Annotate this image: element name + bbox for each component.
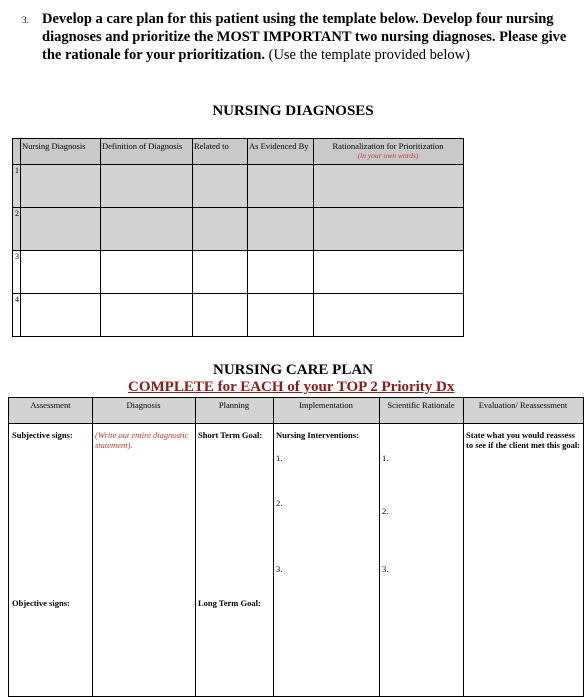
- objective-signs-label: Objective signs:: [12, 598, 70, 608]
- table-cell[interactable]: [248, 294, 314, 337]
- question-number: 3.: [22, 15, 29, 25]
- table-cell[interactable]: [193, 294, 248, 337]
- table-cell[interactable]: [101, 251, 193, 294]
- care-plan-table: [8, 397, 584, 697]
- row-number: 2: [13, 208, 21, 251]
- table-cell[interactable]: [21, 165, 101, 208]
- table-cell[interactable]: [193, 208, 248, 251]
- table-cell[interactable]: [193, 251, 248, 294]
- table-cell[interactable]: [314, 165, 464, 208]
- column-divider: [273, 398, 274, 696]
- rationalization-label: Rationalization for Prioritization: [332, 141, 444, 151]
- diag-header-definition: Definition of Diagnosis: [101, 139, 193, 165]
- table-cell[interactable]: [21, 251, 101, 294]
- row-number: 4: [13, 294, 21, 337]
- row-number: 3: [13, 251, 21, 294]
- diag-header-rationalization: [314, 139, 464, 165]
- table-cell[interactable]: [248, 165, 314, 208]
- diag-header-evidenced-by: As Evidenced By: [248, 139, 314, 165]
- short-term-goal-label: Short Term Goal:: [198, 430, 263, 440]
- column-divider: [195, 398, 196, 696]
- intervention-item-3: 3.: [276, 564, 283, 574]
- column-divider: [92, 398, 93, 696]
- header-implementation: Implementation: [273, 398, 379, 424]
- table-cell[interactable]: [248, 251, 314, 294]
- table-row: [13, 208, 464, 251]
- diag-header-nursing-diagnosis: Nursing Diagnosis: [21, 139, 101, 165]
- header-scientific-rationale: Scientific Rationale: [379, 398, 463, 424]
- table-row: [13, 251, 464, 294]
- table-cell[interactable]: [314, 294, 464, 337]
- header-evaluation: Evaluation/ Reassessment: [463, 398, 583, 424]
- intervention-item-2: 2.: [276, 498, 283, 508]
- care-plan-title: NURSING CARE PLAN: [212, 362, 373, 378]
- care-plan-subtitle: COMPLETE for EACH of your TOP 2 Priority Dx: [128, 379, 455, 395]
- subjective-signs-label: Subjective signs:: [12, 430, 73, 440]
- rationale-item-1: 1.: [382, 453, 389, 463]
- diag-header-index: [13, 139, 21, 165]
- question-bold-text: Develop a care plan for this patient using the template below. Develop four nursing diagnoses and prioritize the MOST IMPORTANT two nursing diagnoses. Please give the rationale for your prioritization.: [42, 11, 567, 63]
- table-cell[interactable]: [101, 165, 193, 208]
- nursing-interventions-label: Nursing Interventions:: [276, 430, 359, 440]
- table-cell[interactable]: [248, 208, 314, 251]
- table-row: [13, 165, 464, 208]
- rationale-item-2: 2.: [382, 506, 389, 516]
- table-cell[interactable]: [101, 208, 193, 251]
- column-divider: [463, 398, 464, 696]
- diag-header-related-to: Related to: [193, 139, 248, 165]
- table-cell[interactable]: [314, 251, 464, 294]
- question-prompt: [22, 10, 567, 64]
- table-cell[interactable]: [193, 165, 248, 208]
- rationalization-note: (in your own words): [357, 151, 419, 160]
- column-divider: [379, 398, 380, 696]
- table-cell[interactable]: [21, 294, 101, 337]
- table-cell[interactable]: [21, 208, 101, 251]
- header-planning: Planning: [195, 398, 273, 424]
- nursing-diagnoses-title: NURSING DIAGNOSES: [212, 103, 374, 119]
- diagnosis-hint: (Write out entire diagnostic statement).: [95, 430, 189, 450]
- header-assessment: Assessment: [9, 398, 92, 424]
- table-row: [13, 294, 464, 337]
- header-diagnosis: Diagnosis: [92, 398, 195, 424]
- question-plain-text: (Use the template provided below): [268, 47, 470, 63]
- long-term-goal-label: Long Term Goal:: [198, 598, 261, 608]
- evaluation-instruction: State what you would reassess to see if the client met this goal:: [466, 430, 581, 450]
- table-cell[interactable]: [314, 208, 464, 251]
- intervention-item-1: 1.: [276, 453, 283, 463]
- nursing-diagnoses-table: [12, 138, 464, 337]
- rationale-item-3: 3.: [382, 564, 389, 574]
- row-number: 1: [13, 165, 21, 208]
- table-cell[interactable]: [101, 294, 193, 337]
